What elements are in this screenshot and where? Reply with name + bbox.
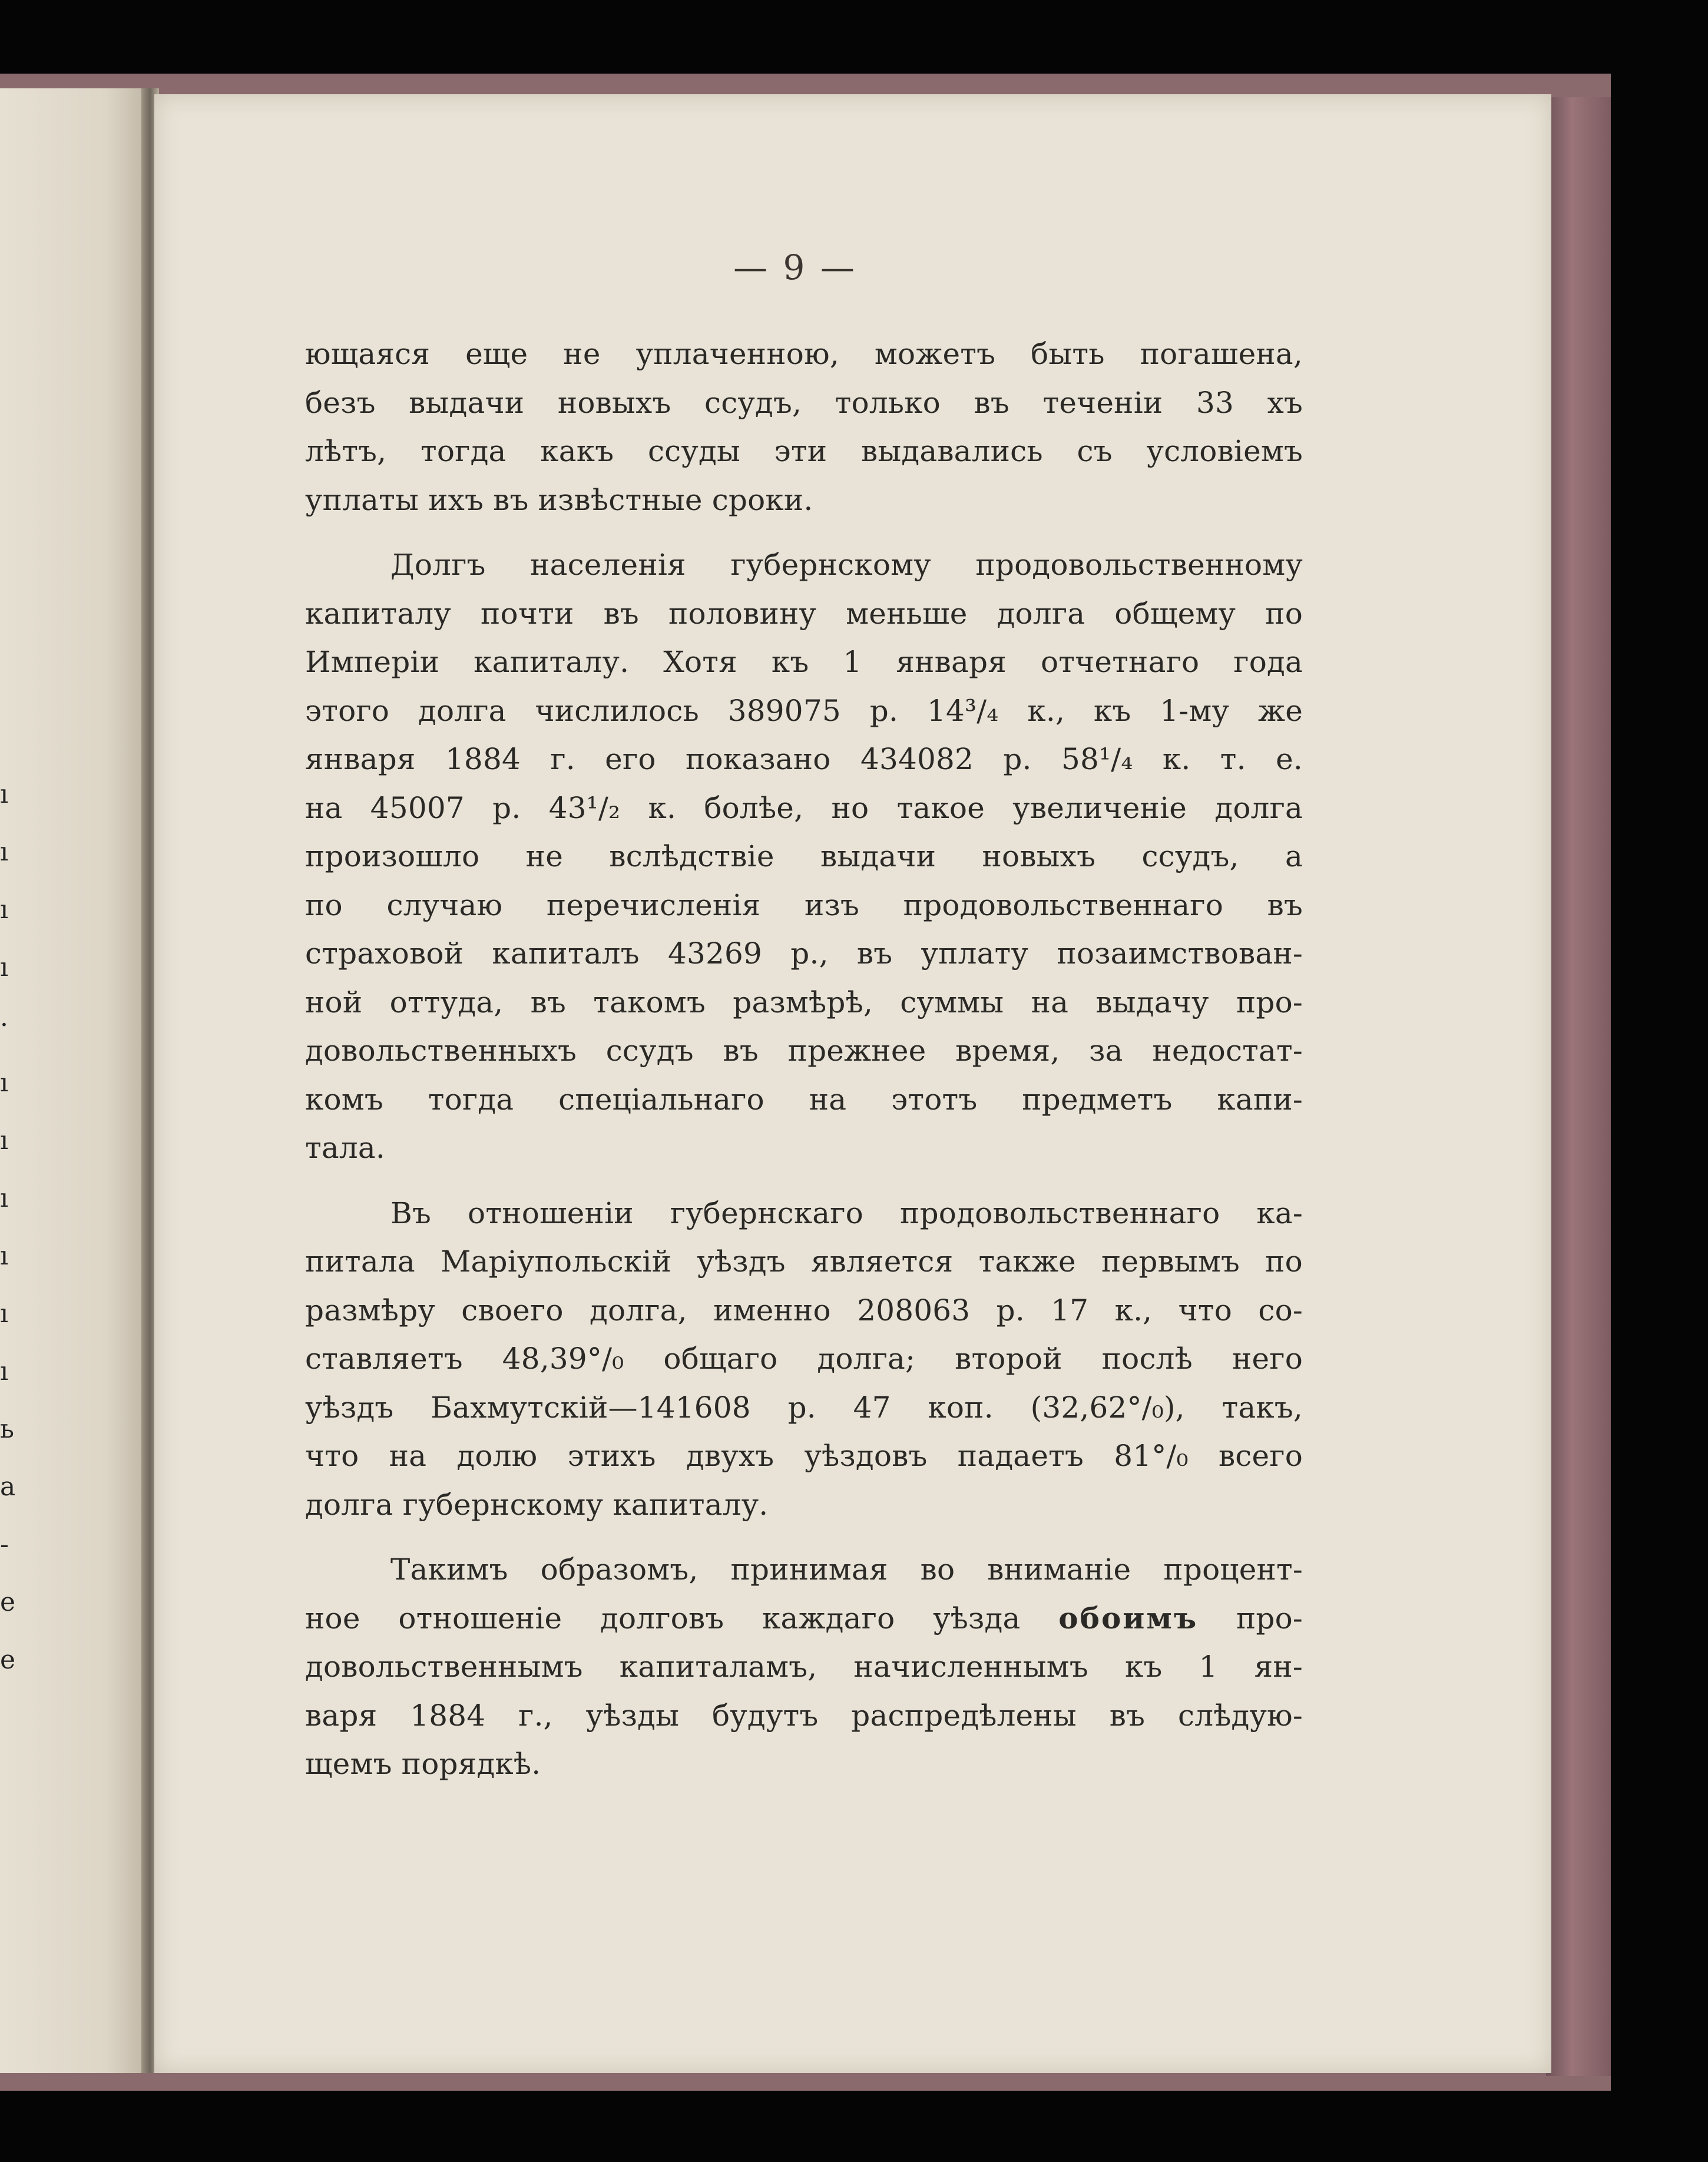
- text-line: безъ выдачи новыхъ ссудъ, только въ теченіи 33 хъ: [305, 385, 1303, 420]
- left-mark: ı: [0, 952, 9, 982]
- text-line: тала.: [305, 1131, 385, 1165]
- paragraph-gap: [305, 1529, 1303, 1545]
- text-line: на 45007 р. 43¹/₂ к. болѣе, но такое увеличеніе долга: [305, 790, 1303, 825]
- left-mark: а: [0, 1472, 16, 1502]
- text-line: довольственныхъ ссудъ въ прежнее время, за недостат-: [305, 1034, 1303, 1068]
- text-line: уѣздъ Бахмутскій—141608 р. 47 коп. (32,62°/₀), такъ,: [305, 1390, 1303, 1425]
- left-mark: ı: [0, 1125, 9, 1156]
- text-line: размѣру своего долга, именно 208063 р. 17 к., что со-: [305, 1293, 1303, 1327]
- paragraph-gap: [305, 1173, 1303, 1189]
- text-line: ставляетъ 48,39°/₀ общаго долга; второй послѣ него: [305, 1342, 1303, 1376]
- text-line: щемъ порядкѣ.: [305, 1747, 541, 1781]
- left-mark: -: [0, 1529, 9, 1560]
- left-mark: ı: [0, 1356, 9, 1386]
- text-line: питала Маріупольскій уѣздъ является также первымъ по: [305, 1244, 1303, 1279]
- left-mark: ь: [0, 1414, 14, 1444]
- text-line: уплаты ихъ въ извѣстные сроки.: [305, 482, 813, 517]
- left-mark: ı: [0, 1183, 9, 1213]
- text-line-with-bold: [305, 1594, 1303, 1643]
- text-line: Въ отношеніи губернскаго продовольственнаго ка-: [390, 1196, 1303, 1230]
- left-mark: е: [0, 1587, 16, 1617]
- left-mark: ı: [0, 895, 9, 925]
- text-line: по случаю перечисленія изъ продовольственнаго въ: [305, 888, 1303, 922]
- text-line: комъ тогда спеціальнаго на этотъ предметъ капи-: [305, 1082, 1303, 1117]
- left-mark: ·: [0, 1010, 8, 1040]
- paragraph-gap: [305, 524, 1303, 541]
- text-line: января 1884 г. его показано 434082 р. 58¹/₄ к. т. е.: [305, 742, 1303, 776]
- text-line: ющаяся еще не уплаченною, можетъ быть погашена,: [305, 337, 1303, 371]
- left-mark: ı: [0, 1241, 9, 1271]
- left-mark: ı: [0, 837, 9, 867]
- text-line: долга губернскому капиталу.: [305, 1487, 769, 1522]
- text-line: довольственнымъ капиталамъ, начисленнымъ къ 1 ян-: [305, 1650, 1303, 1684]
- bold-word: обоимъ: [1058, 1600, 1199, 1635]
- text-segment: ное отношеніе долговъ каждаго уѣзда: [305, 1601, 1021, 1635]
- text-line: капиталу почти въ половину меньше долга общему по: [305, 596, 1303, 631]
- left-page-bleed-marks: [0, 766, 18, 1689]
- text-line: ной оттуда, въ такомъ размѣрѣ, суммы на выдачу про-: [305, 985, 1303, 1019]
- text-line: Имперіи капиталу. Хотя къ 1 января отчетнаго года: [305, 645, 1303, 679]
- left-mark: ı: [0, 779, 9, 809]
- left-mark: ı: [0, 1068, 9, 1098]
- right-cover-edge: [1546, 97, 1611, 2076]
- text-segment: про-: [1236, 1601, 1303, 1635]
- left-mark: е: [0, 1645, 16, 1675]
- text-line: этого долга числилось 389075 р. 14³/₄ к., къ 1-му же: [305, 693, 1303, 728]
- text-line: страховой капиталъ 43269 р., въ уплату позаимствован-: [305, 936, 1303, 971]
- text-line: Долгъ населенія губернскому продовольственному: [390, 548, 1303, 582]
- left-page-edge: [0, 88, 150, 2073]
- text-line: что на долю этихъ двухъ уѣздовъ падаетъ 81°/₀ всего: [305, 1439, 1303, 1473]
- page-body-text: [305, 330, 1303, 1789]
- page-number: — 9 —: [733, 247, 857, 287]
- text-line: варя 1884 г., уѣзды будутъ распредѣлены въ слѣдую-: [305, 1698, 1303, 1733]
- text-line: Такимъ образомъ, принимая во вниманіе процент-: [390, 1552, 1303, 1587]
- text-line: произошло не вслѣдствіе выдачи новыхъ ссудъ, а: [305, 839, 1303, 873]
- text-line: лѣтъ, тогда какъ ссуды эти выдавались съ условіемъ: [305, 434, 1303, 468]
- left-mark: ı: [0, 1299, 9, 1329]
